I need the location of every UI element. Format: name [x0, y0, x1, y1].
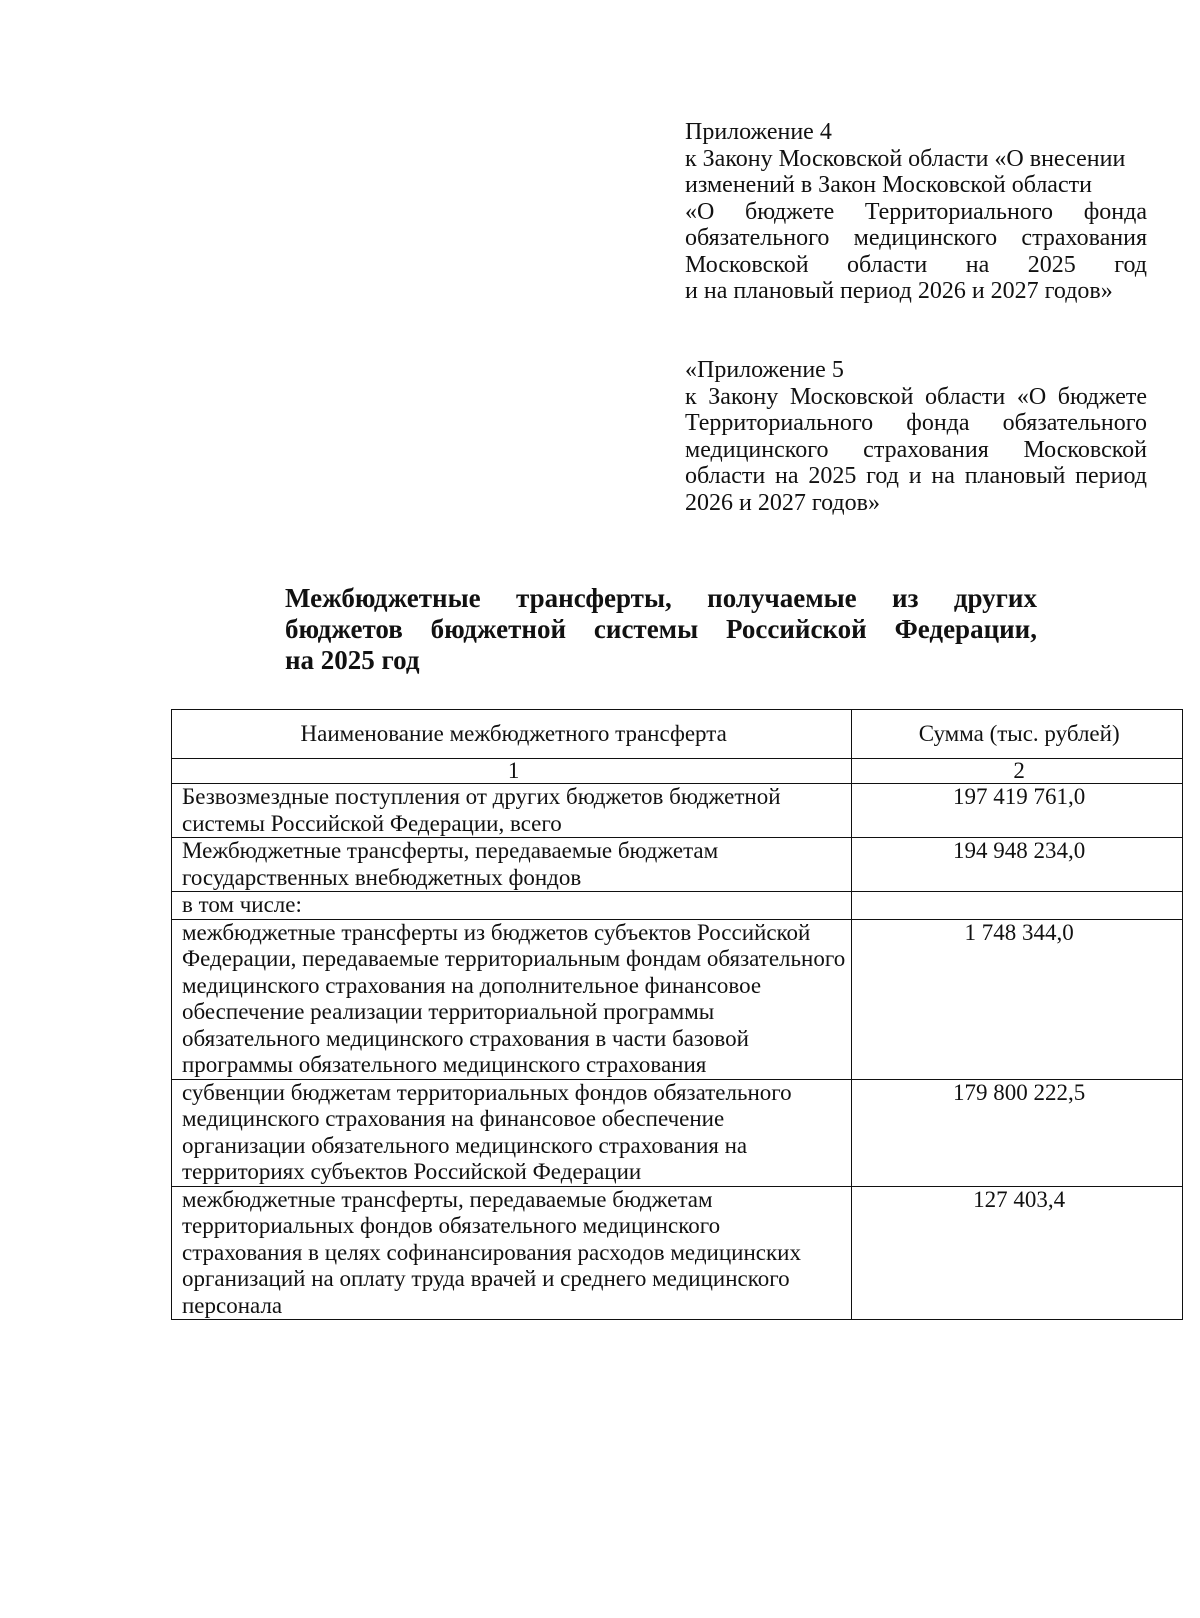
transfer-amount: 127 403,4: [852, 1186, 1183, 1320]
column-number-row: [172, 759, 1183, 784]
annex-4-line: «О бюджете Территориального фонда: [685, 198, 1147, 225]
table-row: [172, 784, 1183, 838]
document-title: [285, 583, 1037, 676]
annex-4-line: Московской области на 2025 год: [685, 251, 1147, 278]
transfer-name: субвенции бюджетам территориальных фондов обязательного медицинского страхования на финансовое обеспечение организации обязательного медицинского страхования на территориях субъектов Российской Федерации: [172, 1079, 852, 1186]
column-number: 2: [852, 759, 1183, 784]
transfers-table: [171, 709, 1183, 1320]
annex-4-heading: Приложение 4: [685, 119, 832, 145]
transfer-amount: 197 419 761,0: [852, 784, 1183, 838]
annex-5-line: области на 2025 год и на плановый период: [685, 463, 1147, 489]
title-line: бюджетов бюджетной системы Российской Федерации,: [285, 614, 1037, 644]
transfer-name: межбюджетные трансферты из бюджетов субъектов Российской Федерации, передаваемые территориальным фондам обязательного медицинского страхования на дополнительное финансовое обеспечение реализации территориальной программы обязательного медицинского страхования в части базовой программы обязательного медицинского страхования: [172, 919, 852, 1079]
transfer-amount: 1 748 344,0: [852, 919, 1183, 1079]
annex-5-line: 2026 и 2027 годов»: [685, 489, 880, 516]
annex-5-heading: «Приложение 5: [685, 357, 844, 383]
annex-5-line: Территориального фонда обязательного: [685, 410, 1147, 436]
annex-4-line: изменений в Закон Московской области: [685, 172, 1092, 198]
transfer-name: Межбюджетные трансферты, передаваемые бюджетам государственных внебюджетных фондов: [172, 838, 852, 892]
annex-4-line: и на плановый период 2026 и 2027 годов»: [685, 278, 1113, 304]
table-row: [172, 1186, 1183, 1320]
transfer-name: межбюджетные трансферты, передаваемые бюджетам территориальных фондов обязательного медицинского страхования в целях софинансирования расходов медицинских организаций на оплату труда врачей и среднего медицинского персонала: [172, 1186, 852, 1320]
transfer-name: Безвозмездные поступления от других бюджетов бюджетной системы Российской Федерации, всего: [172, 784, 852, 838]
annex-5-line: к Закону Московской области «О бюджете: [685, 383, 1147, 410]
column-header-name: Наименование межбюджетного трансферта: [172, 710, 852, 759]
transfer-name: в том числе:: [172, 892, 852, 920]
column-header-amount: Сумма (тыс. рублей): [852, 710, 1183, 759]
title-line: Межбюджетные трансферты, получаемые из других: [285, 583, 1037, 613]
table-row: [172, 838, 1183, 892]
transfer-amount: 179 800 222,5: [852, 1079, 1183, 1186]
annex-5-line: медицинского страхования Московской: [685, 436, 1147, 463]
table-header-row: [172, 710, 1183, 759]
annex-4-line: обязательного медицинского страхования: [685, 225, 1147, 251]
table-row: [172, 892, 1183, 920]
table-row: [172, 919, 1183, 1079]
annex-5-block: [685, 357, 1147, 516]
table-row: [172, 1079, 1183, 1186]
title-line: на 2025 год: [285, 645, 420, 675]
annex-4-line: к Закону Московской области «О внесении: [685, 145, 1126, 172]
transfer-amount: [852, 892, 1183, 920]
annex-4-block: [685, 119, 1147, 305]
column-number: 1: [172, 759, 852, 784]
transfer-amount: 194 948 234,0: [852, 838, 1183, 892]
